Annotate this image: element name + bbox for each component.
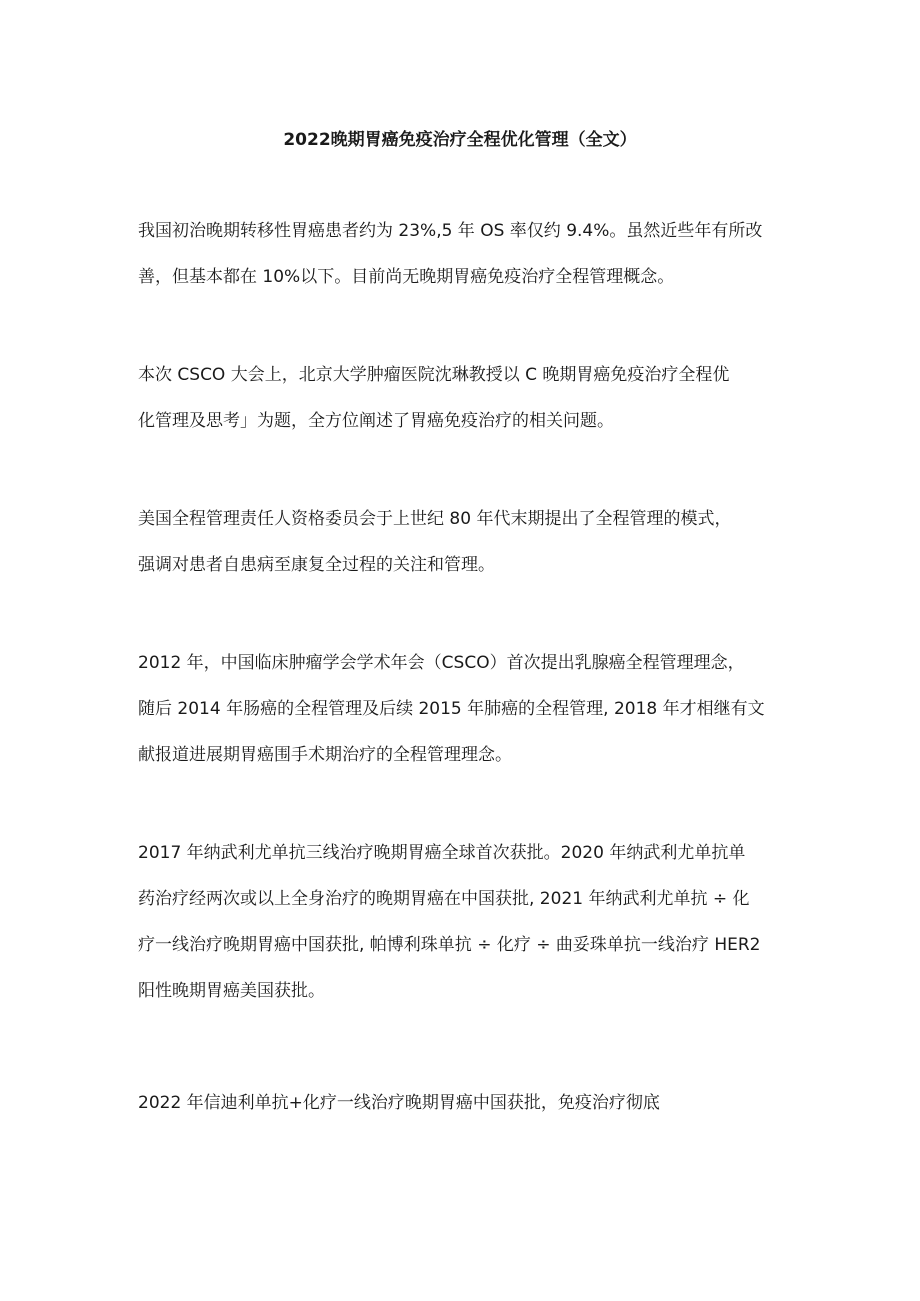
paragraph-line: 美国全程管理责任人资格委员会于上世纪 80 年代末期提出了全程管理的模式，	[138, 509, 732, 529]
paragraph-line: 药治疗经两次或以上全身治疗的晚期胃癌在中国获批, 2021 年纳武利尤单抗 ÷ 化	[138, 889, 750, 909]
paragraph-approvals	[138, 830, 798, 1014]
paragraph-history	[138, 640, 798, 778]
paragraph-2022-approval	[138, 1080, 798, 1126]
paragraph-csco-conference	[138, 352, 798, 444]
paragraph-line: 强调对患者自患病至康复全过程的关注和管理。	[138, 555, 495, 575]
paragraph-line: 随后 2014 年肠癌的全程管理及后续 2015 年肺癌的全程管理, 2018 年才相继有文	[138, 699, 765, 719]
paragraph-line: 2017 年纳武利尤单抗三线治疗晚期胃癌全球首次获批。2020 年纳武利尤单抗单	[138, 843, 746, 863]
paragraph-management-model	[138, 496, 798, 588]
document-title: 2022晚期胃癌免疫治疗全程优化管理（全文）	[283, 130, 637, 150]
paragraph-line: 献报道进展期胃癌围手术期治疗的全程管理理念。	[138, 745, 512, 765]
paragraph-line: 我国初治晚期转移性胃癌患者约为 23%,5 年 OS 率仅约 9.4%。虽然近些年有所改	[138, 221, 763, 241]
paragraph-line: 疗一线治疗晚期胃癌中国获批, 帕博利珠单抗 ÷ 化疗 ÷ 曲妥珠单抗一线治疗 HER2	[138, 935, 761, 955]
paragraph-line: 2022 年信迪利单抗+化疗一线治疗晚期胃癌中国获批，免疫治疗彻底	[138, 1093, 660, 1113]
paragraph-line: 化管理及思考」为题，全方位阐述了胃癌免疫治疗的相关问题。	[138, 411, 614, 431]
paragraph-line: 阳性晚期胃癌美国获批。	[138, 981, 325, 1001]
paragraph-line: 本次 CSCO 大会上，北京大学肿瘤医院沈琳教授以 C 晚期胃癌免疫治疗全程优	[138, 365, 730, 385]
paragraph-line: 善，但基本都在 10%以下。目前尚无晚期胃癌免疫治疗全程管理概念。	[138, 267, 675, 287]
paragraph-incidence	[138, 208, 798, 300]
paragraph-line: 2012 年，中国临床肿瘤学会学术年会（CSCO）首次提出乳腺癌全程管理理念，	[138, 653, 745, 673]
